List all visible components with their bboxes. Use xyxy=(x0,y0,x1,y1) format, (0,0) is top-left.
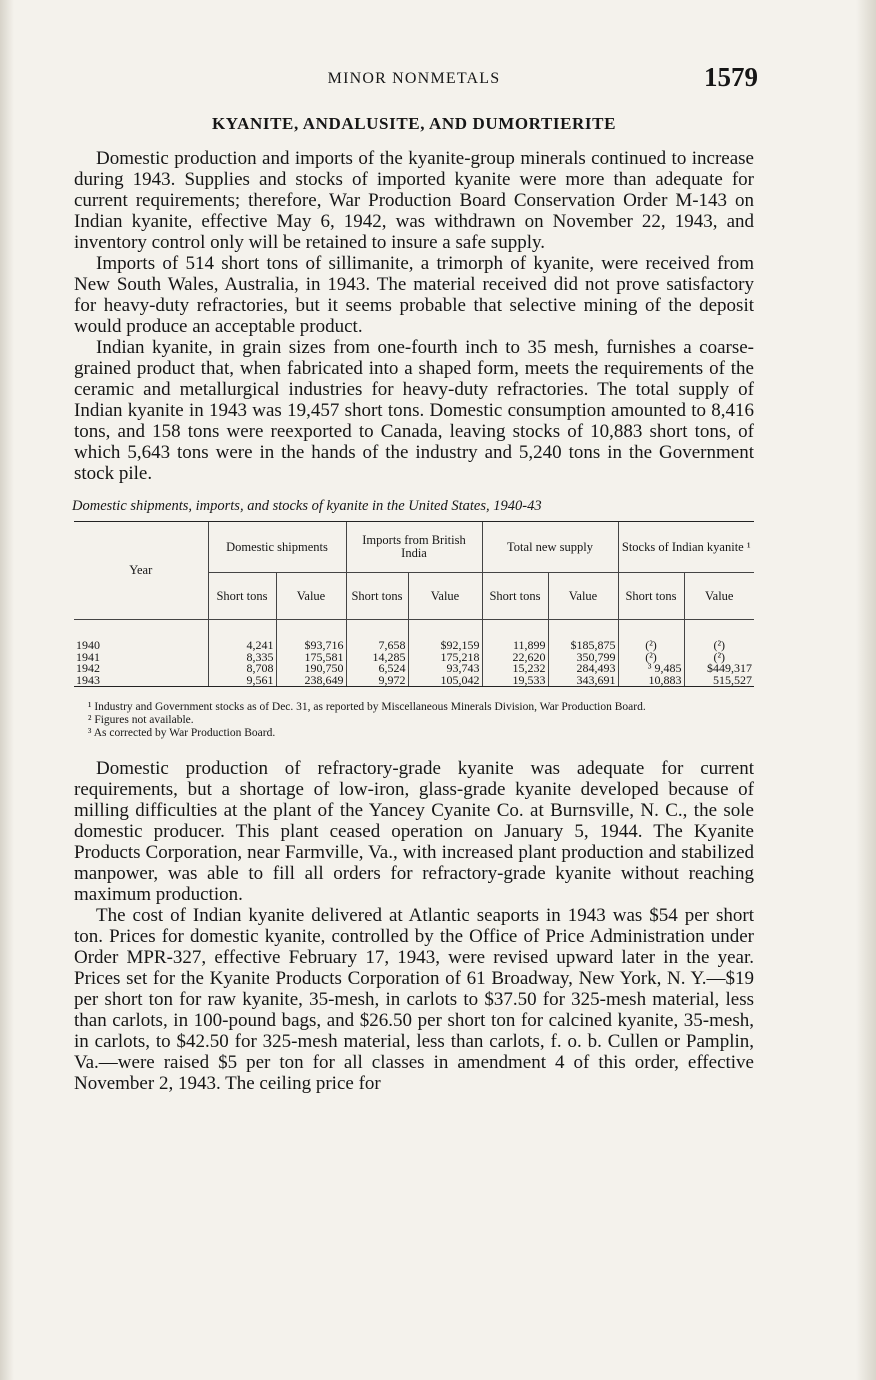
group-header: Total new supply xyxy=(482,522,618,573)
table-cell: 284,493 xyxy=(548,663,618,675)
scan-edge-left xyxy=(0,0,14,1380)
table-cell: 9,972 xyxy=(346,675,408,687)
table-cell: 19,533 xyxy=(482,675,548,687)
column-header: Short tons xyxy=(208,573,276,620)
table-row xyxy=(74,675,754,687)
year-cell: 1941 xyxy=(76,649,100,664)
table-cell: 15,232 xyxy=(482,663,548,675)
paragraph: Domestic production and imports of the kyanite-group minerals continued to increase during 1943. Supplies and stocks of imported kyanite were more than adequate for current requirements; therefore, War Production Board Conservation Order M-143 on Indian kyanite, effective May 6, 1942, was withdrawn on November 22, 1943, and inventory control only will be retained to insure a safe supply. xyxy=(74,148,754,253)
table-caption: Domestic shipments, imports, and stocks of kyanite in the United States, 1940-43 xyxy=(72,498,542,514)
column-header: Value xyxy=(408,573,482,620)
year-header: Year xyxy=(74,522,208,620)
kyanite-table xyxy=(74,521,754,687)
table-cell: 105,042 xyxy=(408,675,482,687)
article-title: KYANITE, ANDALUSITE, AND DUMORTIERITE xyxy=(211,114,617,133)
year-cell: 1942 xyxy=(76,661,100,675)
table-cell: (²) xyxy=(618,652,684,664)
paragraph: The cost of Indian kyanite delivered at Atlantic seaports in 1943 was $54 per short ton. Prices for domestic kyanite, controlled by the Office of Price Administration under Order MPR-327, effective February 17, 1943, were revised upward later in the year. Prices set for the Kyanite Products Corporation of 61 Broadway, New York, N. Y.—$19 per short ton for raw kyanite, 35-mesh, in carlots to $37.50 for 325-mesh material, less than carlots, in 100-pound bags, and $26.50 per short ton for calcined kyanite, 35-mesh, in carlots, to $42.50 for 325-mesh material, less than carlots, f. o. b. Cullen or Pamplin, Va.—were raised $5 per ton for all classes in amendment 4 of this order, effective November 2, 1943. The ceiling price for xyxy=(74,905,754,1094)
table-cell: 8,335 xyxy=(208,652,276,664)
year-cell: 1940 xyxy=(76,638,100,652)
table-cell: 9,561 xyxy=(208,675,276,687)
group-header: Imports from British India xyxy=(346,522,482,573)
paragraph: Imports of 514 short tons of sillimanite, a trimorph of kyanite, were received from New South Wales, Australia, in 1943. The material received did not prove satisfactory for heavy-duty refractories, but it seems probable that selective mining of the deposit would produce an acceptable product. xyxy=(74,253,754,337)
column-header: Value xyxy=(548,573,618,620)
footnote: ² Figures not available. xyxy=(88,714,194,726)
table-cell: (²) xyxy=(684,640,754,652)
running-head-section: MINOR NONMETALS xyxy=(327,70,501,87)
table-cell: 93,743 xyxy=(408,663,482,675)
table-cell: 7,658 xyxy=(346,640,408,652)
table-cell: 11,899 xyxy=(482,640,548,652)
page-number: 1579 xyxy=(704,62,758,92)
footnote: ³ As corrected by War Production Board. xyxy=(88,727,276,739)
table-cell: 515,527 xyxy=(684,675,754,687)
group-header: Stocks of Indian kyanite ¹ xyxy=(618,522,754,573)
table-cell: $92,159 xyxy=(408,640,482,652)
table-cell: 190,750 xyxy=(276,663,346,675)
table-footnotes xyxy=(74,701,754,740)
table-cell: $185,875 xyxy=(548,640,618,652)
paragraph: Indian kyanite, in grain sizes from one-fourth inch to 35 mesh, furnishes a coarse-grained product that, when fabricated into a shaped form, meets the requirements of the ceramic and metallurgical industries for heavy-duty refractories. The total supply of Indian kyanite in 1943 was 19,457 short tons. Domestic consumption amounted to 8,416 tons, and 158 tons were reexported to Canada, leaving stocks of 10,883 short tons, of which 5,643 tons were in the hands of the industry and 5,240 tons in the Government stock pile. xyxy=(74,337,754,484)
table-cell: $93,716 xyxy=(276,640,346,652)
table-cell: 175,581 xyxy=(276,652,346,664)
running-head xyxy=(74,62,758,96)
table-cell: ³ 9,485 xyxy=(618,663,684,675)
table-cell: 8,708 xyxy=(208,663,276,675)
table-cell: $449,317 xyxy=(684,663,754,675)
table-cell: 14,285 xyxy=(346,652,408,664)
table-cell: 4,241 xyxy=(208,640,276,652)
table-cell: 175,218 xyxy=(408,652,482,664)
table-cell: (²) xyxy=(684,652,754,664)
year-cell: 1943 xyxy=(74,675,208,687)
column-header: Value xyxy=(276,573,346,620)
column-header: Value xyxy=(684,573,754,620)
table-cell: 238,649 xyxy=(276,675,346,687)
table-cell: 22,620 xyxy=(482,652,548,664)
column-header: Short tons xyxy=(618,573,684,620)
column-header: Short tons xyxy=(346,573,408,620)
table-cell: 6,524 xyxy=(346,663,408,675)
table-cell: 10,883 xyxy=(618,675,684,687)
footnote: ¹ Industry and Government stocks as of Dec. 31, as reported by Miscellaneous Minerals Division, War Production Board. xyxy=(88,701,646,713)
table-cell: 343,691 xyxy=(548,675,618,687)
paragraph: Domestic production of refractory-grade kyanite was adequate for current requirements, but a shortage of low-iron, glass-grade kyanite developed because of milling difficulties at the plant of the Yancey Cyanite Co. at Burnsville, N. C., the sole domestic producer. This plant ceased operation on January 5, 1944. The Kyanite Products Corporation, near Farmville, Va., with increased plant production and stabilized manpower, was able to fill all orders for refractory-grade kyanite without reaching maximum production. xyxy=(74,758,754,905)
table-cell: 350,799 xyxy=(548,652,618,664)
group-header: Domestic shipments xyxy=(208,522,346,573)
table-cell: (²) xyxy=(618,640,684,652)
scan-edge-right xyxy=(856,0,876,1380)
column-header: Short tons xyxy=(482,573,548,620)
document-page xyxy=(72,62,758,1094)
